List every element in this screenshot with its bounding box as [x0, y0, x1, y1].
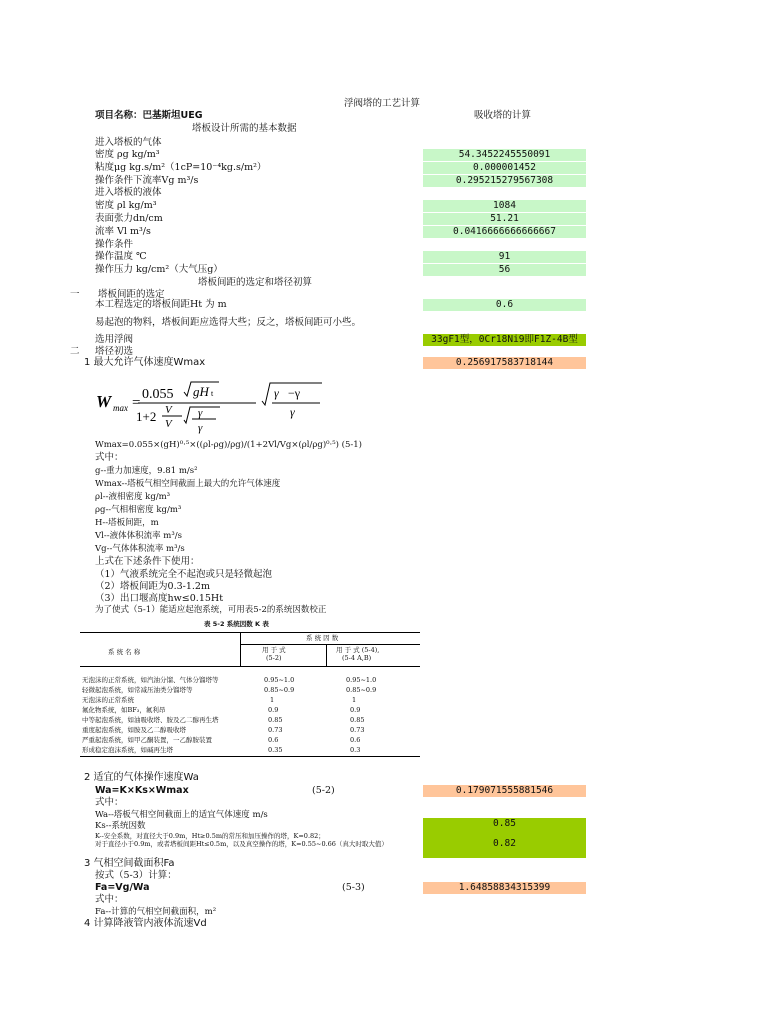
- factor-row-name: 严重起泡系统，如甲乙酮装置，一乙醇胺装置: [82, 736, 212, 744]
- svg-text:1+2: 1+2: [136, 409, 157, 424]
- section-one-number: 一: [70, 289, 80, 300]
- correction-note: 为了使式（5-1）能适应起泡系统，可用表5-2的系统因数校正: [95, 605, 327, 615]
- project-name: 项目名称：巴基斯坦UEG: [95, 110, 203, 121]
- ks-value[interactable]: 0.85: [423, 818, 586, 830]
- fa-formula: Fa=Vg/Wa: [95, 882, 150, 893]
- factor-row-a: 0.9: [268, 706, 279, 714]
- def-g: g--重力加速度，9.81 m/s²: [95, 466, 198, 476]
- factor-row-a: 0.35: [268, 746, 283, 754]
- factor-row-a: 1: [270, 696, 275, 704]
- step1-label: 1 最大允许气体速度Wmax: [84, 357, 206, 368]
- section-two-number: 二: [70, 346, 80, 357]
- spacing-value[interactable]: 0.6: [423, 299, 586, 311]
- def-rho-l: ρl--液相密度 kg/m³: [95, 492, 171, 502]
- svg-text:W: W: [96, 392, 112, 411]
- factor-row-a: 0.85: [268, 716, 283, 724]
- svg-text:0.055: 0.055: [142, 387, 174, 402]
- factor-row-name: 氟化物系统，如BF₃，氟利昂: [82, 706, 166, 714]
- gas-flow-label: 操作条件下流率Vg m³/s: [95, 175, 199, 186]
- factor-row-b: 0.85~0.9: [346, 686, 377, 694]
- gas-header: 进入塔板的气体: [95, 137, 162, 148]
- gas-density-value[interactable]: 54.3452245550091: [423, 149, 586, 161]
- factor-col-b: 用 于 式 (5-4),: [336, 646, 380, 654]
- op-header: 操作条件: [95, 239, 134, 250]
- fa-equation-number: (5-3): [342, 882, 365, 893]
- condition-1: （1）气液系统完全不起泡或只是轻微起泡: [95, 569, 273, 580]
- fa-intro: 按式（5-3）计算：: [95, 870, 177, 881]
- svg-text:V: V: [165, 404, 172, 416]
- def-h: H--塔板间距，m: [95, 518, 159, 528]
- factor-row-name: 重度起泡系统，如胺及乙二醇吸收塔: [82, 726, 186, 734]
- condition-3: （3）出口堰高度hw≤0.15Ht: [95, 593, 224, 604]
- svg-text:t: t: [211, 389, 214, 398]
- valve-value[interactable]: 33gF1型，0Cr18Ni9即F1Z-4B型: [423, 334, 586, 346]
- wmax-formula-image: [94, 376, 384, 436]
- ks-definition: Ks--系统因数: [95, 821, 146, 831]
- op-pressure-label: 操作压力 kg/cm²（大气压g）: [95, 264, 223, 275]
- liquid-density-label: 密度 ρl kg/m³: [95, 200, 157, 211]
- surface-tension-value[interactable]: 51.21: [423, 213, 586, 225]
- def-vl: Vl--液体体积流率 m³/s: [95, 531, 182, 541]
- factor-row-b: 0.3: [350, 746, 361, 754]
- wmax-formula-text: Wmax=0.055×(gH)⁰·⁵×((ρl-ρg)/ρg)/(1+2Vl/Vg×(ρl/ρg)⁰·⁵) (5-1): [95, 440, 362, 450]
- gas-viscosity-label: 粘度μg kg.s/m²（1cP=10⁻⁴kg.s/m²）: [95, 162, 267, 173]
- foam-note: 易起泡的物料，塔板间距应选得大些；反之，塔板间距可小些。: [95, 317, 362, 328]
- factor-col-b-sub: (5-4 A,B): [342, 654, 372, 662]
- wa-formula: Wa=K×Ks×Wmax: [95, 785, 189, 796]
- factor-table-image: [80, 620, 420, 760]
- factor-row-b: 0.6: [350, 736, 361, 744]
- where-label-2: 式中：: [95, 797, 124, 808]
- section-one-title: 塔板间距的选定: [98, 289, 165, 300]
- svg-text:γ: γ: [198, 422, 203, 434]
- def-wmax: Wmax--塔板气相空间截面上最大的允许气体速度: [95, 479, 281, 489]
- step2-value[interactable]: 0.179071555881546: [423, 785, 586, 797]
- svg-text:max: max: [113, 403, 128, 413]
- svg-text:=: =: [132, 395, 141, 411]
- fa-definition: Fa--计算的气相空间截面积，m²: [95, 907, 217, 917]
- k-definition-line1: K--安全系数，对直径大于0.9m，Ht≥0.5m的常压和加压操作的塔，K=0.82；: [95, 832, 325, 840]
- spacing-label: 本工程选定的塔板间距Ht 为 m: [95, 299, 227, 310]
- gas-flow-value[interactable]: 0.295215279567308: [423, 175, 586, 187]
- factor-row-name: 无泡沫的正常系统，如汽油分馏、气体分馏塔等: [82, 676, 219, 684]
- liquid-flow-value[interactable]: 0.0416666666666667: [423, 226, 586, 238]
- svg-text:gH: gH: [193, 384, 209, 399]
- liquid-flow-label: 流率 Vl m³/s: [95, 226, 151, 237]
- factor-row-a: 0.73: [268, 726, 283, 734]
- factor-col-a-sub: (5-2): [266, 654, 282, 662]
- step3-value[interactable]: 1.64858834315399: [423, 882, 586, 894]
- step4-label: 4 计算降液管内液体流速Vd: [84, 918, 207, 929]
- factor-row-name: 形成稳定泡沫系统，如碱再生塔: [82, 746, 173, 754]
- liquid-header: 进入塔板的液体: [95, 187, 162, 198]
- factor-row-name: 中等起泡系统，如油吸收塔、胺及乙二醇再生塔: [82, 716, 219, 724]
- svg-text:γ: γ: [198, 407, 203, 419]
- op-pressure-value[interactable]: 56: [423, 264, 586, 276]
- factor-row-b: 0.95~1.0: [346, 676, 377, 684]
- svg-text:−γ: −γ: [288, 386, 301, 400]
- valve-label: 选用浮阀: [95, 334, 134, 345]
- wa-definition: Wa--塔板气相空间截面上的适宜气体速度 m/s: [95, 810, 268, 820]
- op-temp-value[interactable]: 91: [423, 251, 586, 263]
- def-rho-g: ρg--气相相密度 kg/m³: [95, 505, 182, 515]
- def-vg: Vg--气体体积流率 m³/s: [95, 544, 185, 554]
- factor-row-a: 0.6: [268, 736, 279, 744]
- section-spacing: 塔板间距的选定和塔径初算: [198, 277, 313, 288]
- conditions-title: 上式在下述条件下使用：: [95, 556, 200, 567]
- factor-row-b: 0.85: [350, 716, 365, 724]
- right-title: 吸收塔的计算: [474, 110, 532, 121]
- liquid-density-value[interactable]: 1084: [423, 200, 586, 212]
- where-label: 式中：: [95, 452, 124, 463]
- section-two-title: 塔径初选: [95, 346, 134, 357]
- step1-value[interactable]: 0.256917583718144: [423, 357, 586, 369]
- factor-row-b: 0.73: [350, 726, 365, 734]
- factor-row-a: 0.95~1.0: [264, 676, 295, 684]
- factor-row-a: 0.85~0.9: [264, 686, 295, 694]
- gas-density-label: 密度 ρg kg/m³: [95, 149, 160, 160]
- factor-col-system: 系 统 名 称: [108, 648, 141, 656]
- k-value[interactable]: 0.82: [423, 830, 586, 858]
- factor-col-factor: 系 统 因 数: [306, 634, 339, 642]
- op-temp-label: 操作温度 ℃: [95, 251, 147, 262]
- surface-tension-label: 表面张力dn/cm: [95, 213, 163, 224]
- wa-equation-number: (5-2): [312, 785, 335, 796]
- section-basic-data: 塔板设计所需的基本数据: [192, 123, 297, 134]
- k-definition-line2: 对于直径小于0.9m，或者塔板间距Ht≤0.5m，以及真空操作的塔，K=0.55~0.66（真大时取大值）: [95, 840, 388, 848]
- where-label-3: 式中：: [95, 894, 124, 905]
- svg-text:V: V: [165, 418, 172, 430]
- step2-label: 2 适宜的气体操作速度Wa: [84, 772, 199, 783]
- factor-row-name: 无泡沫的正常系统: [82, 696, 134, 704]
- factor-row-b: 1: [352, 696, 357, 704]
- factor-row-name: 轻微起泡系统，如常减压油类分馏塔等: [82, 686, 193, 694]
- step3-label: 3 气相空间截面积Fa: [84, 858, 175, 869]
- svg-text:γ: γ: [290, 405, 295, 419]
- factor-row-b: 0.9: [350, 706, 361, 714]
- page-title: 浮阀塔的工艺计算: [344, 98, 421, 109]
- factor-table-caption: 表 5-2 系统因数 K 表: [204, 620, 269, 628]
- condition-2: （2）塔板间距为0.3-1.2m: [95, 581, 210, 592]
- gas-viscosity-value[interactable]: 0.000001452: [423, 162, 586, 174]
- factor-col-a: 用 于 式: [262, 646, 286, 654]
- svg-text:γ: γ: [274, 386, 279, 400]
